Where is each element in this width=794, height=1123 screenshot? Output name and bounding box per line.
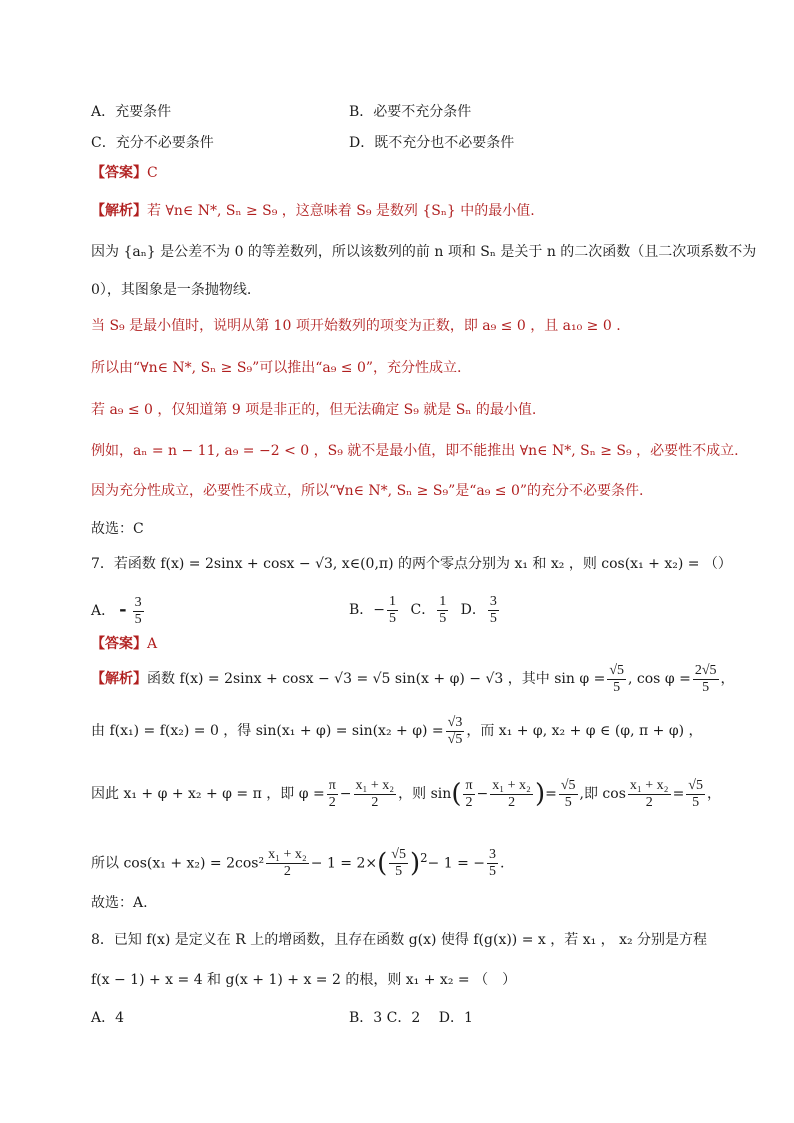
analysis-tag: 【解析】 [91,203,147,219]
q7-option-a: A． - $\frac{3}{5}$ [91,594,142,627]
answer-value: C [147,165,158,181]
fraction: $\frac{3}{5}$ [134,594,142,627]
q7-analysis-line-3: 因此 x₁ + φ + x₂ + φ = π ，即 φ = $\frac{\pi}{2}$ − $\frac{\text{x₁ + x₂}}{2}$ ，则 sin( $\frac{\pi}{2}$ − $\frac{\text{x₁ + x₂}}{2}$ )= $\frac{√5}{5}$ ,即 cos $\frac{\text{x₁ + x₂}}{2}$ = $\frac{√5}{5}$ ， [91,777,721,810]
q6-analysis-line-4: 当 S₉ 是最小值时，说明从第 10 项开始数列的项变为正数，即 a₉ ≤ 0 ，且 a₁₀ ≥ 0 . [91,318,621,334]
q6-analysis-line-3: 0），其图象是一条抛物线. [91,282,252,298]
q7-option-c: C． $\frac{1}{5}$ [410,593,447,626]
q6-analysis-line-5: 所以由“∀n∈ N*, Sₙ ≥ S₉”可以推出“a₉ ≤ 0”，充分性成立. [91,360,462,376]
q6-analysis-line-1 [91,201,535,221]
q7-analysis-line-2: 由 f(x₁) = f(x₂) = 0 ，得 sin(x₁ + φ) = sin(x₂ + φ) = $\frac{√3}{√5}$ ，而 x₁ + φ, x₂ + φ ∈ (φ, π + φ) ， [91,714,703,747]
q7-analysis-line-4: 所以 cos(x₁ + x₂) = 2cos² $\frac{\text{x₁ + x₂}}{2}$ − 1 = 2×( $\frac{√5}{5}$ )$^2$− 1 = − $\frac{3}{5}$ . [91,847,505,880]
q6-analysis-line-2: 因为 {aₙ} 是公差不为 0 的等差数列，所以该数列的前 n 项和 Sₙ 是关于 n 的二次函数（且二次项系数不为 [91,244,757,260]
answer-tag: 【答案】 [91,165,147,181]
q7-analysis-line-1: 【解析】函数 f(x) = 2sinx + cosx − √3 = √5 sin(x + φ) − √3 ，其中 sin φ = $\frac{√5}{5}$ , cos φ = $\frac{2√5}{5}$ ， [91,662,735,695]
q6-analysis-line-8: 因为充分性成立，必要性不成立，所以“∀n∈ N*, Sₙ ≥ S₉”是“a₉ ≤ 0”的充分不必要条件. [91,483,644,499]
q6-analysis-line-6: 若 a₉ ≤ 0 ，仅知道第 9 项是非正的，但无法确定 S₉ 就是 Sₙ 的最小值. [91,402,537,418]
q7-option-b: B．− $\frac{1}{5}$ [349,593,397,626]
q8-option-a: A．4 [91,1010,125,1026]
q6-analysis-line-7: 例如，aₙ = n − 11, a₉ = −2 < 0 ，S₉ 就不是最小值，即不能推出 ∀n∈ N*, Sₙ ≥ S₉ ，必要性不成立. [91,443,739,459]
q6-option-c: C．充分不必要条件 [91,135,214,151]
q6-option-b: B．必要不充分条件 [349,104,472,120]
q6-option-a: A．充要条件 [91,104,172,120]
q6-option-d: D．既不充分也不必要条件 [349,135,515,151]
q8-stem-line-1: 8．已知 f(x) 是定义在 R 上的增函数，且存在函数 g(x) 使得 f(g(x)) = x ，若 x₁ ， x₂ 分别是方程 [91,932,708,948]
analysis-text: 若 ∀n∈ N*, Sₙ ≥ S₉ ，这意味着 S₉ 是数列 {Sₙ} 中的最小值. [147,203,535,219]
q6-answer [91,163,158,183]
q7-stem: 7．若函数 f(x) = 2sinx + cosx − √3, x∈(0,π) 的两个零点分别为 x₁ 和 x₂ ，则 cos(x₁ + x₂) = （） [91,556,732,572]
q7-option-d: D． $\frac{3}{5}$ [460,593,497,626]
q7-options-bcd [349,592,501,628]
q8-options-bcd: B．3 C．2 D．1 [349,1010,473,1026]
q7-answer: 【答案】A [91,636,158,652]
q8-stem-line-2: f(x − 1) + x = 4 和 g(x + 1) + x = 2 的根，则 x₁ + x₂ = （ ） [91,972,517,988]
q6-conclusion: 故选：C [91,521,144,537]
q7-conclusion: 故选：A. [91,895,148,911]
